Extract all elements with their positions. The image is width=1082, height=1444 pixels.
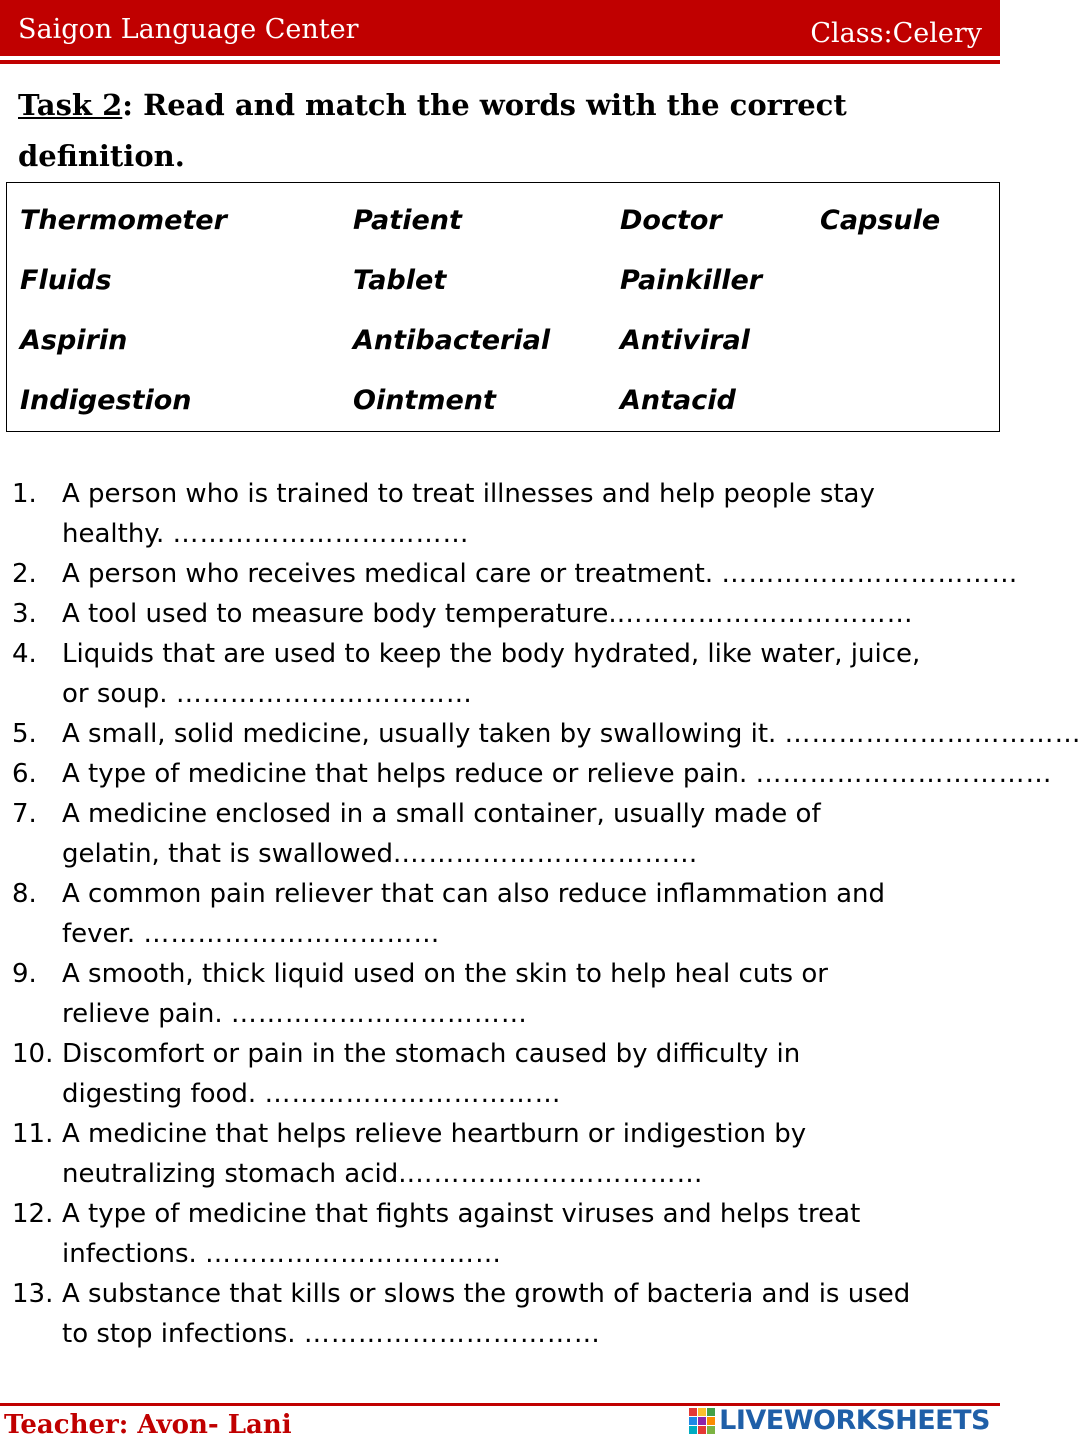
word-bank-item: Antiviral <box>620 325 750 356</box>
word-bank-item: Ointment <box>353 385 496 416</box>
word-bank-item: Antacid <box>620 385 736 416</box>
question-item <box>12 474 1000 554</box>
question-item <box>12 794 1000 874</box>
question-text: Liquids that are used to keep the body hydrated, like water, juice, <box>62 639 921 669</box>
question-number: 9. <box>12 959 37 989</box>
answer-blank[interactable]: …………………………… <box>784 719 1082 749</box>
question-text: digesting food. <box>62 1079 265 1109</box>
question-text: gelatin, that is swallowed. <box>62 839 402 869</box>
task-heading <box>18 80 978 182</box>
header-bar <box>0 0 1000 56</box>
word-bank-item: Aspirin <box>20 325 128 356</box>
question-text: A type of medicine that helps reduce or relieve pain. <box>62 759 756 789</box>
answer-blank[interactable]: …………………………… <box>143 919 441 949</box>
word-bank-item: Patient <box>353 205 462 236</box>
question-text: A medicine that helps relieve heartburn or indigestion by <box>62 1119 807 1149</box>
answer-blank[interactable]: …………………………… <box>721 559 1019 589</box>
question-number: 10. <box>12 1039 54 1069</box>
header-divider <box>0 60 1000 64</box>
question-item <box>12 1114 1000 1194</box>
word-bank-item: Indigestion <box>20 385 192 416</box>
answer-blank[interactable]: …………………………… <box>175 679 473 709</box>
question-item <box>12 954 1000 1034</box>
question-item <box>12 714 1082 754</box>
question-text: fever. <box>62 919 144 949</box>
question-number: 5. <box>12 719 37 749</box>
question-text: infections. <box>62 1239 206 1269</box>
question-text: A person who receives medical care or treatment. <box>62 559 722 589</box>
class-label: Class:Celery <box>810 18 982 49</box>
question-text: healthy. <box>62 519 173 549</box>
center-name: Saigon Language Center <box>18 14 359 45</box>
question-item <box>12 634 1000 714</box>
word-bank-item: Thermometer <box>20 205 227 236</box>
teacher-name: Teacher: Avon- Lani <box>4 1410 292 1440</box>
question-text: A person who is trained to treat illnesses and help people stay <box>62 479 875 509</box>
question-text: A common pain reliever that can also reduce inflammation and <box>62 879 885 909</box>
question-number: 3. <box>12 599 37 629</box>
answer-blank[interactable]: …………………………… <box>406 1159 704 1189</box>
question-item <box>12 554 1019 594</box>
question-text: A smooth, thick liquid used on the skin to help heal cuts or <box>62 959 828 989</box>
word-bank-item: Antibacterial <box>353 325 551 356</box>
question-number: 2. <box>12 559 37 589</box>
answer-blank[interactable]: …………………………… <box>616 599 914 629</box>
question-number: 13. <box>12 1279 54 1309</box>
logo-grid-icon <box>689 1408 715 1434</box>
question-list <box>12 474 1082 1354</box>
question-text: A type of medicine that fights against viruses and helps treat <box>62 1199 861 1229</box>
question-number: 11. <box>12 1119 54 1149</box>
question-text: A substance that kills or slows the growth of bacteria and is used <box>62 1279 911 1309</box>
question-text: relieve pain. <box>62 999 231 1029</box>
question-text: neutralizing stomach acid. <box>62 1159 407 1189</box>
answer-blank[interactable]: …………………………… <box>303 1319 601 1349</box>
word-bank-item: Fluids <box>20 265 112 296</box>
task-instruction: : Read and match the words with the correct definition. <box>18 88 847 173</box>
task-label: Task 2 <box>18 88 123 122</box>
question-item <box>12 1274 1000 1354</box>
question-text: A tool used to measure body temperature. <box>62 599 617 629</box>
question-number: 8. <box>12 879 37 909</box>
answer-blank[interactable]: …………………………… <box>264 1079 562 1109</box>
answer-blank[interactable]: …………………………… <box>755 759 1053 789</box>
question-text: A medicine enclosed in a small container, usually made of <box>62 799 821 829</box>
question-item <box>12 874 1000 954</box>
question-text: A small, solid medicine, usually taken by swallowing it. <box>62 719 785 749</box>
word-bank-item: Tablet <box>353 265 447 296</box>
question-number: 6. <box>12 759 37 789</box>
answer-blank[interactable]: …………………………… <box>230 999 528 1029</box>
word-bank <box>6 182 1000 432</box>
question-text: or soup. <box>62 679 176 709</box>
word-bank-item: Painkiller <box>620 265 763 296</box>
answer-blank[interactable]: …………………………… <box>205 1239 503 1269</box>
question-item <box>12 1034 1000 1114</box>
answer-blank[interactable]: …………………………… <box>172 519 470 549</box>
question-item <box>12 1194 1000 1274</box>
question-item <box>12 754 1053 794</box>
liveworksheets-logo <box>689 1405 990 1436</box>
question-number: 4. <box>12 639 37 669</box>
question-number: 7. <box>12 799 37 829</box>
question-text: Discomfort or pain in the stomach caused by difficulty in <box>62 1039 801 1069</box>
word-bank-item: Capsule <box>820 205 941 236</box>
logo-text: LIVEWORKSHEETS <box>719 1405 990 1436</box>
question-item <box>12 594 1000 634</box>
question-number: 12. <box>12 1199 54 1229</box>
word-bank-item: Doctor <box>620 205 722 236</box>
question-text: to stop infections. <box>62 1319 304 1349</box>
question-number: 1. <box>12 479 37 509</box>
answer-blank[interactable]: …………………………… <box>401 839 699 869</box>
